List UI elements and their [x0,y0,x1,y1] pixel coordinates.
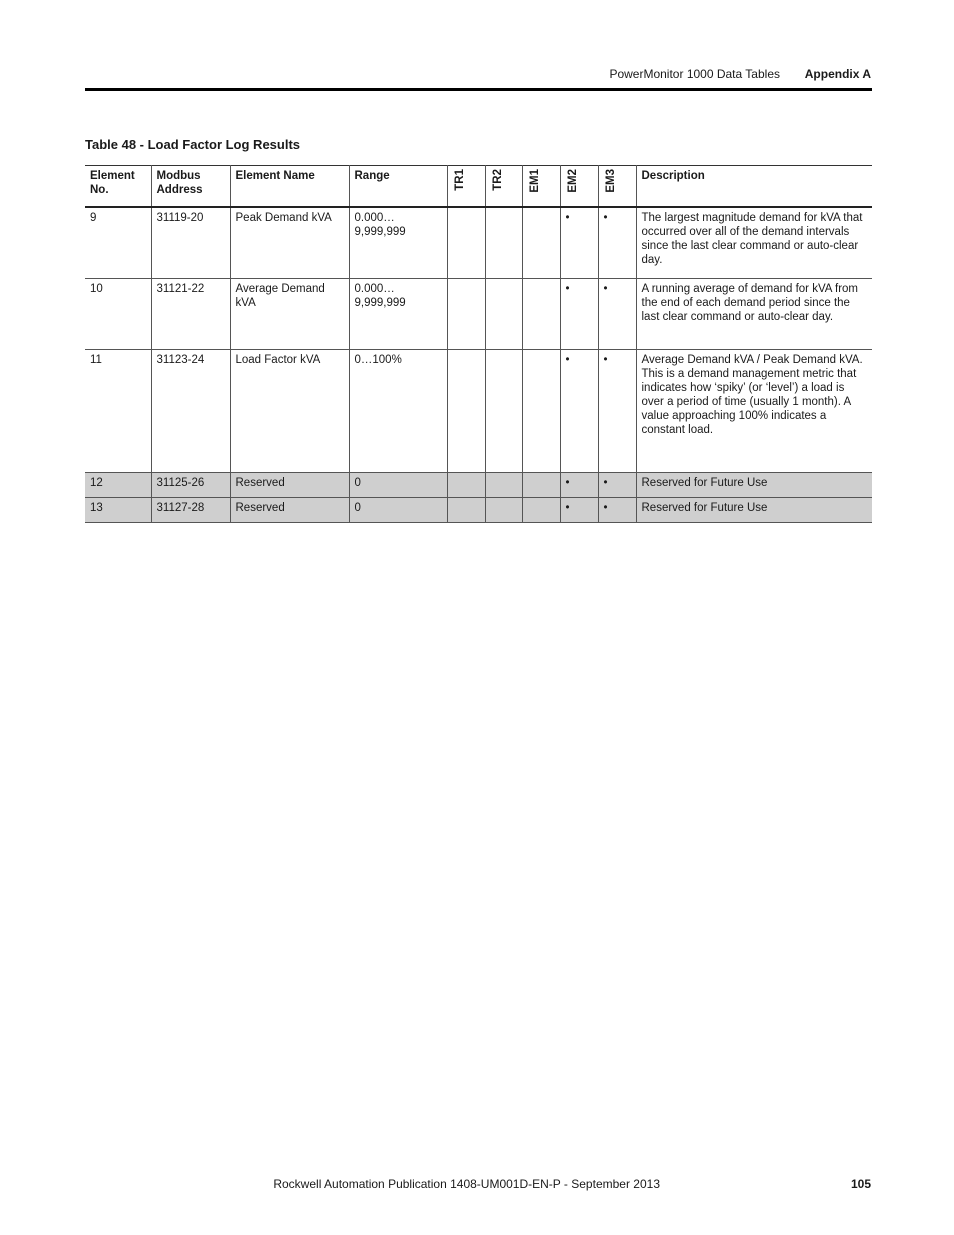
cell-name: Peak Demand kVA [230,207,349,279]
table-caption: Table 48 - Load Factor Log Results [85,137,301,152]
cell-element: 10 [85,279,151,350]
cell-em3: • [598,207,636,279]
cell-tr1 [447,498,485,523]
cell-description: Reserved for Future Use [636,498,872,523]
cell-tr2 [485,473,522,498]
table-row [85,279,872,350]
cell-range: 0…100% [349,350,447,473]
table-row [85,498,872,523]
cell-tr2 [485,207,522,279]
em3-label: EM3 [604,169,617,193]
cell-em1 [522,350,560,473]
cell-element: 11 [85,350,151,473]
cell-address: 31121-22 [151,279,230,350]
cell-tr2 [485,279,522,350]
cell-range: 0.000… 9,999,999 [349,279,447,350]
table-row [85,207,872,279]
col-header-range: Range [349,166,447,208]
col-header-modbus-address: Modbus Address [151,166,230,208]
running-header-title: PowerMonitor 1000 Data Tables [609,67,780,81]
cell-name: Average Demand kVA [230,279,349,350]
cell-em3: • [598,498,636,523]
cell-name: Reserved [230,473,349,498]
header-rule [85,88,872,91]
cell-name: Reserved [230,498,349,523]
cell-tr1 [447,350,485,473]
col-header-tr2 [485,166,522,208]
cell-em2: • [560,498,598,523]
cell-address: 31119-20 [151,207,230,279]
tr1-label: TR1 [453,169,466,191]
table-row [85,350,872,473]
col-header-element-no: Element No. [85,166,151,208]
cell-element: 13 [85,498,151,523]
em1-label: EM1 [528,169,541,193]
cell-address: 31125-26 [151,473,230,498]
cell-em1 [522,498,560,523]
cell-tr1 [447,207,485,279]
tr2-label: TR2 [491,169,504,191]
cell-em1 [522,207,560,279]
cell-em1 [522,473,560,498]
cell-address: 31123-24 [151,350,230,473]
cell-range: 0.000… 9,999,999 [349,207,447,279]
cell-element: 9 [85,207,151,279]
cell-em3: • [598,350,636,473]
col-header-em1 [522,166,560,208]
cell-element: 12 [85,473,151,498]
col-header-description: Description [636,166,872,208]
cell-description: A running average of demand for kVA from the end of each demand period since the last clear command or auto-clear day. [636,279,872,350]
cell-tr1 [447,473,485,498]
cell-description: The largest magnitude demand for kVA that occurred over all of the demand intervals since the last clear command or auto-clear day. [636,207,872,279]
cell-em2: • [560,207,598,279]
cell-range: 0 [349,473,447,498]
cell-em2: • [560,350,598,473]
table-header-row [85,166,872,208]
col-header-em2 [560,166,598,208]
table-row [85,473,872,498]
running-header-appendix: Appendix A [804,67,871,81]
load-factor-log-table [85,165,872,523]
col-header-tr1 [447,166,485,208]
cell-tr2 [485,350,522,473]
cell-tr1 [447,279,485,350]
col-header-element-name: Element Name [230,166,349,208]
cell-name: Load Factor kVA [230,350,349,473]
cell-em3: • [598,279,636,350]
cell-address: 31127-28 [151,498,230,523]
footer-publication: Rockwell Automation Publication 1408-UM001D-EN-P - September 2013 [273,1177,660,1191]
page-number: 105 [850,1177,871,1191]
cell-em3: • [598,473,636,498]
cell-em2: • [560,279,598,350]
cell-tr2 [485,498,522,523]
cell-description: Reserved for Future Use [636,473,872,498]
cell-description: Average Demand kVA / Peak Demand kVA. This is a demand management metric that indicates how ‘spiky’ (or ‘level’) a load is over a period of time (usually 1 month). A value approaching 100% indicates a constant load. [636,350,872,473]
cell-em1 [522,279,560,350]
cell-range: 0 [349,498,447,523]
col-header-em3 [598,166,636,208]
em2-label: EM2 [566,169,579,193]
cell-em2: • [560,473,598,498]
